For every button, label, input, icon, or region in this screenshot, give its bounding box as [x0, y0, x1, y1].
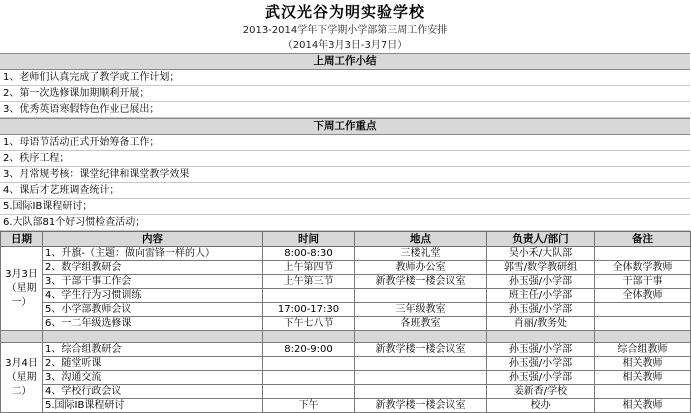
place-cell: 新教学楼一楼会议室	[355, 275, 487, 289]
time-cell: 8:00-8:30	[263, 247, 355, 261]
time-cell: 下午	[263, 399, 355, 413]
place-cell: 新教学楼一楼会议室	[355, 399, 487, 413]
content-cell: 3、沟通交流	[43, 371, 263, 385]
schedule-table	[0, 231, 691, 413]
col-header-date: 日期	[1, 232, 43, 247]
focus-item: 2、秩序工程；	[0, 151, 690, 167]
summary-item: 3、优秀英语寒假特色作业已展出；	[0, 102, 690, 118]
time-cell: 下午七八节	[263, 317, 355, 331]
note-cell: 全体数学教师	[595, 261, 691, 275]
note-cell: 干部干事	[595, 275, 691, 289]
focus-item: 3、月常规考核：课堂纪律和课堂教学效果	[0, 167, 690, 183]
content-cell: 1、综合组教研会	[43, 343, 263, 357]
focus-item: 4、课后才艺班调查统计；	[0, 183, 690, 199]
owner-cell: 孙玉强/小学部	[487, 303, 595, 317]
table-row	[1, 343, 691, 357]
summary-list	[0, 70, 690, 118]
col-header-note: 备注	[595, 232, 691, 247]
separator-cell	[595, 331, 691, 343]
note-cell: 相关教师	[595, 357, 691, 371]
note-cell	[595, 317, 691, 331]
summary-item: 1、老师们认真完成了教学或工作计划；	[0, 70, 690, 86]
table-row	[1, 275, 691, 289]
place-cell	[355, 371, 487, 385]
content-cell: 4、学生行为习惯训练	[43, 289, 263, 303]
date-range: （2014年3月3日-3月7日）	[282, 40, 408, 51]
place-cell: 三年级教室	[355, 303, 487, 317]
note-cell	[595, 303, 691, 317]
separator-cell	[355, 331, 487, 343]
place-cell: 教师办公室	[355, 261, 487, 275]
owner-cell: 班主任/小学部	[487, 289, 595, 303]
note-cell: 相关教师	[595, 399, 691, 413]
content-cell: 6、一二年级选修课	[43, 317, 263, 331]
content-cell: 2、数学组教研会	[43, 261, 263, 275]
content-cell: 1、升旗-（主题：做向雷锋一样的人）	[43, 247, 263, 261]
place-cell: 新教学楼一楼会议室	[355, 343, 487, 357]
note-cell: 综合组教师	[595, 343, 691, 357]
separator-cell	[487, 331, 595, 343]
col-header-place: 地点	[355, 232, 487, 247]
place-cell: 各班教室	[355, 317, 487, 331]
time-cell	[263, 357, 355, 371]
page-subtitle: 2013-2014学年下学期小学部第三周工作安排	[242, 25, 448, 36]
place-cell	[355, 385, 487, 399]
time-cell	[263, 289, 355, 303]
content-cell: 3、干部干事工作会	[43, 275, 263, 289]
summary-item: 2、第一次选修课加期顺利开展；	[0, 86, 690, 102]
schedule-header-row	[1, 232, 691, 247]
focus-item: 5.国际IB课程研讨；	[0, 199, 690, 215]
content-cell: 5.国际IB课程研讨	[43, 399, 263, 413]
time-cell	[263, 385, 355, 399]
place-cell	[355, 357, 487, 371]
table-row	[1, 261, 691, 275]
time-cell: 17:00-17:30	[263, 303, 355, 317]
separator-cell	[1, 331, 43, 343]
col-header-content: 内容	[43, 232, 263, 247]
owner-cell: 孙玉强/小学部	[487, 371, 595, 385]
summary-heading: 上周工作小结	[0, 53, 690, 70]
content-cell: 5、小学部教师会议	[43, 303, 263, 317]
focus-heading: 下周工作重点	[0, 118, 690, 135]
owner-cell: 郭雪/数学教研组	[487, 261, 595, 275]
page-title: 武汉光谷为明实验学校	[264, 3, 425, 21]
note-cell: 全体教师	[595, 289, 691, 303]
table-row	[1, 289, 691, 303]
date-cell: 3月3日（星期一）	[1, 247, 43, 331]
table-row	[1, 303, 691, 317]
owner-cell: 肖丽/教务处	[487, 317, 595, 331]
owner-cell: 孙玉强/小学部	[487, 357, 595, 371]
content-cell: 2、随堂听课	[43, 357, 263, 371]
time-cell	[263, 371, 355, 385]
time-cell: 8:20-9:00	[263, 343, 355, 357]
owner-cell: 孙玉强/小学部	[487, 275, 595, 289]
place-cell: 三楼礼堂	[355, 247, 487, 261]
col-header-time: 时间	[263, 232, 355, 247]
day-separator-row	[1, 331, 691, 343]
separator-cell	[43, 331, 263, 343]
col-header-owner: 负责人/部门	[487, 232, 595, 247]
content-cell: 4、学校行政会议	[43, 385, 263, 399]
note-cell: 相关教师	[595, 371, 691, 385]
table-row	[1, 371, 691, 385]
table-row	[1, 357, 691, 371]
date-cell: 3月4日（星期二）	[1, 343, 43, 413]
table-row	[1, 399, 691, 413]
owner-cell: 吴小禾/大队部	[487, 247, 595, 261]
place-cell	[355, 289, 487, 303]
time-cell: 上午第三节	[263, 275, 355, 289]
owner-cell: 校办	[487, 399, 595, 413]
focus-list	[0, 135, 690, 231]
note-cell	[595, 247, 691, 261]
table-row	[1, 247, 691, 261]
table-row	[1, 385, 691, 399]
owner-cell: 姜新香/学校	[487, 385, 595, 399]
note-cell	[595, 385, 691, 399]
time-cell: 上午第四节	[263, 261, 355, 275]
focus-item: 6.大队部81个好习惯检查活动；	[0, 215, 690, 231]
owner-cell: 孙玉强/小学部	[487, 343, 595, 357]
separator-cell	[263, 331, 355, 343]
table-row	[1, 317, 691, 331]
focus-item: 1、母语节活动正式开始筹备工作；	[0, 135, 690, 151]
